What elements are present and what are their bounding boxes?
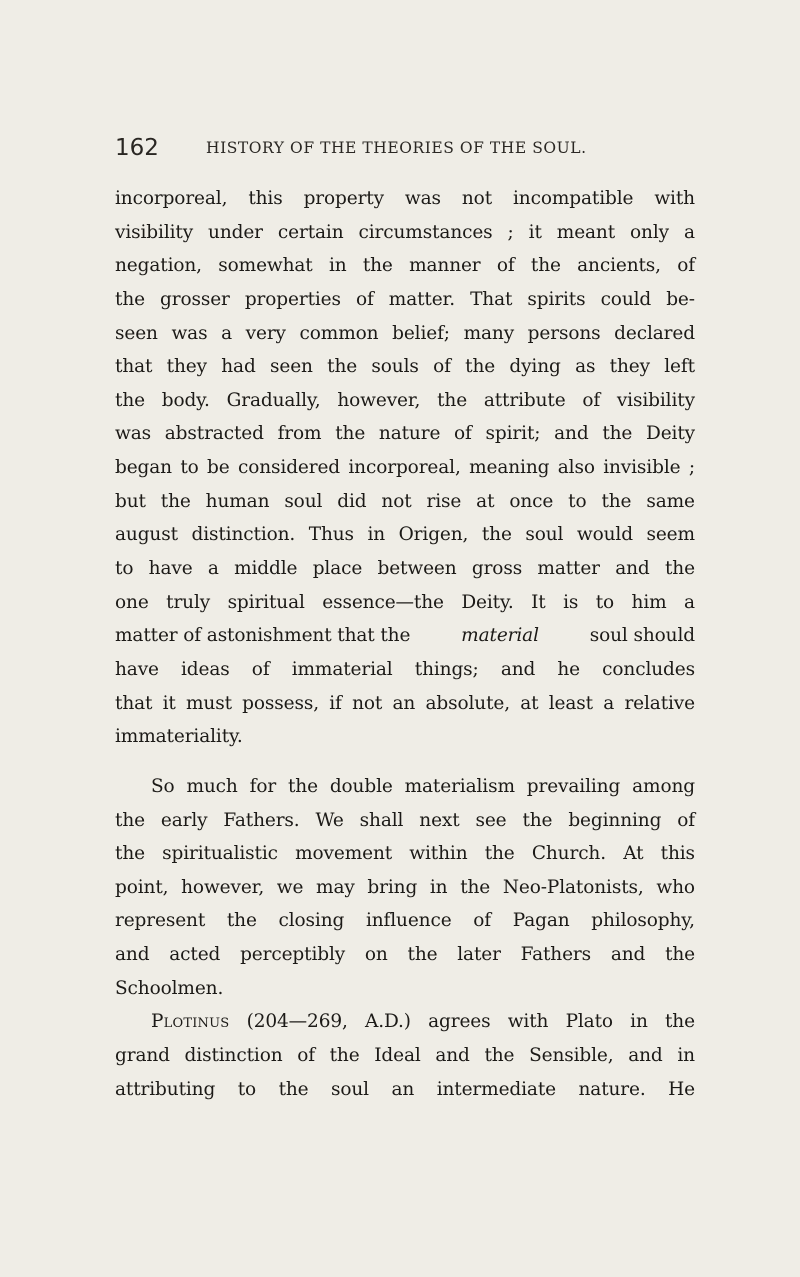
- word: ancients,: [577, 255, 661, 277]
- word: Thus: [308, 524, 354, 546]
- word: the: [437, 389, 468, 411]
- word: spirit;: [485, 423, 541, 445]
- word: acted: [169, 944, 221, 966]
- text-line: [115, 417, 695, 451]
- word: and: [610, 944, 646, 966]
- word: the: [327, 356, 358, 378]
- word: the: [460, 876, 491, 898]
- word: however,: [181, 876, 265, 898]
- word: At: [623, 843, 644, 865]
- word: of: [473, 910, 491, 932]
- word: visibility: [616, 389, 695, 411]
- word: Gradually,: [226, 389, 321, 411]
- word: the: [664, 1011, 695, 1033]
- word: circumstances: [358, 221, 493, 243]
- word: soul: [331, 1078, 369, 1100]
- word: a: [603, 692, 615, 714]
- page-number: 162: [115, 135, 159, 161]
- word: meant: [556, 221, 616, 243]
- word: and: [554, 423, 589, 445]
- word: incorporeal,: [115, 188, 228, 209]
- word: have: [115, 658, 159, 680]
- text-line: [115, 182, 695, 216]
- word: prevailing: [526, 775, 621, 797]
- word: He: [668, 1078, 695, 1100]
- word: nature.: [578, 1078, 646, 1100]
- word: Neo-Platonists,: [502, 876, 644, 898]
- word: from: [277, 423, 322, 445]
- word: him: [631, 591, 667, 613]
- text-line: [115, 216, 695, 250]
- word: immaterial: [291, 658, 393, 680]
- word: not: [461, 188, 493, 209]
- text-line: [115, 384, 695, 418]
- word: same: [646, 490, 695, 512]
- word: point,: [115, 876, 169, 898]
- word: body.: [161, 389, 210, 411]
- word: closing: [278, 910, 345, 932]
- word: immateriality.: [115, 726, 243, 748]
- italic-word: material: [461, 625, 539, 647]
- word: negation,: [115, 255, 202, 277]
- word: with: [507, 1011, 549, 1033]
- word: of: [496, 255, 515, 277]
- word: is: [563, 591, 579, 613]
- text-line: [115, 1005, 695, 1039]
- word: we: [276, 876, 304, 898]
- word: incompatible: [513, 188, 634, 209]
- word: the: [287, 775, 318, 797]
- word: only: [630, 221, 669, 243]
- word: an: [391, 1078, 415, 1100]
- word: relative: [624, 692, 695, 714]
- word: human: [205, 490, 270, 512]
- word: We: [315, 809, 344, 831]
- word: Origen,: [398, 524, 469, 546]
- body-text: [115, 182, 695, 1106]
- word: the: [664, 558, 695, 580]
- small-caps-name: Plotinus: [151, 1011, 230, 1033]
- word: and: [500, 658, 536, 680]
- word: of: [582, 389, 601, 411]
- word: possess,: [242, 692, 319, 714]
- word: the: [530, 255, 561, 277]
- word: a: [221, 322, 233, 344]
- word: manner: [409, 255, 481, 277]
- word: rise: [426, 490, 462, 512]
- word: influence: [365, 910, 452, 932]
- word: was: [171, 322, 208, 344]
- word: Pagan: [512, 910, 570, 932]
- word: of: [251, 658, 270, 680]
- word: but: [115, 490, 146, 512]
- word: agrees: [428, 1011, 491, 1033]
- word: certain: [277, 221, 344, 243]
- text-line: [115, 619, 695, 653]
- word: one: [115, 591, 149, 613]
- word: ;: [688, 457, 695, 479]
- word: the: [481, 524, 512, 546]
- word: for: [249, 775, 277, 797]
- word: at: [476, 490, 495, 512]
- word: Sensible,: [529, 1045, 614, 1067]
- text-line: [115, 1073, 695, 1107]
- paragraph: [115, 182, 695, 754]
- word: perceptibly: [240, 944, 346, 966]
- word: So: [151, 775, 175, 797]
- word: That: [470, 288, 513, 310]
- word: if: [329, 692, 342, 714]
- word: visibility: [115, 221, 194, 243]
- word: It: [531, 591, 546, 613]
- word: the: [226, 910, 257, 932]
- word: belief;: [392, 322, 450, 344]
- word: was: [115, 423, 151, 445]
- word: many: [463, 322, 515, 344]
- word: as: [575, 356, 596, 378]
- word: soul: [284, 490, 323, 512]
- word: persons: [527, 322, 601, 344]
- word: dying: [509, 356, 561, 378]
- word: souls: [371, 356, 419, 378]
- word: truly: [166, 591, 211, 613]
- word: had: [221, 356, 256, 378]
- word: and: [435, 1045, 470, 1067]
- word: considered: [237, 457, 341, 479]
- word: to: [115, 558, 134, 580]
- word: the: [329, 1045, 360, 1067]
- word: the: [335, 423, 366, 445]
- word: middle: [234, 558, 298, 580]
- word: intermediate: [436, 1078, 556, 1100]
- text-line: [115, 837, 695, 871]
- word: the: [407, 944, 438, 966]
- word: matter: [537, 558, 600, 580]
- text-line: [115, 904, 695, 938]
- word: did: [337, 490, 367, 512]
- word: may: [316, 876, 355, 898]
- word: of: [677, 809, 695, 831]
- word: later: [457, 944, 501, 966]
- word: he: [557, 658, 581, 680]
- word: of: [677, 255, 695, 277]
- paragraph: [115, 770, 695, 1005]
- word: spirits: [527, 288, 586, 310]
- word: could: [600, 288, 652, 310]
- word: Deity: [646, 423, 695, 445]
- word: with: [654, 188, 695, 209]
- word: that: [115, 692, 153, 714]
- word: nature: [378, 423, 441, 445]
- text-line: [115, 871, 695, 905]
- word: the: [465, 356, 496, 378]
- word: spiritual: [227, 591, 305, 613]
- word: the: [522, 809, 553, 831]
- word: meaning: [469, 457, 550, 479]
- word: the: [665, 944, 695, 966]
- word: the: [484, 843, 515, 865]
- word: the: [115, 809, 145, 831]
- word: to: [180, 457, 199, 479]
- word: declared: [614, 322, 695, 344]
- word: seen: [115, 322, 158, 344]
- word: gross: [471, 558, 523, 580]
- word: ideas: [181, 658, 230, 680]
- word: shall: [359, 809, 404, 831]
- word: essence—the: [322, 591, 444, 613]
- word: left: [664, 356, 695, 378]
- text-line: [115, 552, 695, 586]
- text-line: [115, 1039, 695, 1073]
- paragraph: [115, 1005, 695, 1106]
- word: this: [660, 843, 695, 865]
- word: and: [615, 558, 650, 580]
- word: soul: [525, 524, 564, 546]
- word: the: [115, 843, 145, 865]
- word: in: [630, 1011, 648, 1033]
- word: Ideal: [374, 1045, 421, 1067]
- word: seen: [270, 356, 313, 378]
- word: who: [656, 876, 695, 898]
- word: also: [557, 457, 595, 479]
- word: ;: [507, 221, 514, 243]
- text-line: [115, 804, 695, 838]
- word: in: [677, 1045, 695, 1067]
- text-line: [115, 283, 695, 317]
- word: least: [548, 692, 593, 714]
- word: things;: [414, 658, 479, 680]
- word: this: [248, 188, 283, 209]
- word: to: [568, 490, 587, 512]
- word: began: [115, 457, 172, 479]
- word: however,: [337, 389, 421, 411]
- word: and: [628, 1045, 663, 1067]
- word: beginning: [568, 809, 662, 831]
- word: the: [602, 423, 633, 445]
- word: next: [419, 809, 460, 831]
- word: be: [207, 457, 230, 479]
- text-line: [115, 720, 695, 754]
- word: a: [207, 558, 219, 580]
- word: in: [429, 876, 448, 898]
- word: Plato: [565, 1011, 613, 1033]
- word: see: [475, 809, 507, 831]
- word: the: [362, 255, 393, 277]
- word: of: [454, 423, 472, 445]
- word: the: [115, 389, 145, 411]
- word: Fathers: [520, 944, 592, 966]
- text-line: [115, 249, 695, 283]
- word: under: [208, 221, 263, 243]
- word: that: [115, 356, 153, 378]
- text-line: [115, 518, 695, 552]
- word: among: [632, 775, 695, 797]
- word: of: [433, 356, 451, 378]
- text-line: [115, 972, 695, 1006]
- word: abstracted: [164, 423, 264, 445]
- word: place: [312, 558, 363, 580]
- word: within: [409, 843, 468, 865]
- word: it: [528, 221, 542, 243]
- running-head: [115, 133, 695, 163]
- word: not: [381, 490, 412, 512]
- word: double: [329, 775, 393, 797]
- word: an: [392, 692, 416, 714]
- text-line: [115, 586, 695, 620]
- text-line: [115, 451, 695, 485]
- word: incorporeal,: [348, 457, 461, 479]
- text-line: [115, 770, 695, 804]
- word: august: [115, 524, 178, 546]
- word: Church.: [531, 843, 606, 865]
- word: grosser: [160, 288, 230, 310]
- word: distinction: [184, 1045, 283, 1067]
- word: it: [162, 692, 176, 714]
- word: have: [148, 558, 193, 580]
- word: they: [166, 356, 207, 378]
- word: to: [237, 1078, 257, 1100]
- text-line: [115, 687, 695, 721]
- word: to: [595, 591, 615, 613]
- word: (204—269,: [246, 1011, 348, 1033]
- word: the: [601, 490, 632, 512]
- word: was: [404, 188, 441, 209]
- word: concludes: [602, 658, 695, 680]
- word: attribute: [483, 389, 566, 411]
- word: materialism: [404, 775, 515, 797]
- word: represent: [115, 910, 206, 932]
- word: somewhat: [218, 255, 313, 277]
- word: not: [352, 692, 383, 714]
- text-line: [115, 350, 695, 384]
- word: the: [278, 1078, 309, 1100]
- word: the: [160, 490, 191, 512]
- line-text: matter of astonishment that the: [115, 625, 411, 647]
- word: bring: [367, 876, 418, 898]
- word: be-: [666, 288, 695, 310]
- word: Deity.: [461, 591, 514, 613]
- word: the: [484, 1045, 515, 1067]
- word: of: [297, 1045, 315, 1067]
- word: between: [377, 558, 457, 580]
- text-line: [115, 485, 695, 519]
- word: Schoolmen.: [115, 977, 224, 999]
- word: invisible: [603, 457, 681, 479]
- word: very: [245, 322, 286, 344]
- word: in: [367, 524, 386, 546]
- text-line: [115, 938, 695, 972]
- word: once: [509, 490, 554, 512]
- word: a: [684, 591, 695, 613]
- word: at: [520, 692, 539, 714]
- word: early: [160, 809, 208, 831]
- word: movement: [295, 843, 393, 865]
- word: would: [576, 524, 633, 546]
- word: they: [609, 356, 650, 378]
- word: property: [303, 188, 384, 209]
- word: attributing: [115, 1078, 216, 1100]
- text-line: [115, 653, 695, 687]
- word: common: [299, 322, 379, 344]
- word: matter.: [388, 288, 456, 310]
- text-line: [115, 317, 695, 351]
- word: must: [186, 692, 232, 714]
- word: much: [186, 775, 238, 797]
- word: the: [115, 288, 145, 310]
- word: of: [355, 288, 374, 310]
- word: seem: [646, 524, 695, 546]
- word: A.D.): [364, 1011, 411, 1033]
- word: on: [364, 944, 388, 966]
- word: absolute,: [425, 692, 510, 714]
- word: Fathers.: [223, 809, 300, 831]
- word: spiritualistic: [162, 843, 278, 865]
- word: and: [115, 944, 150, 966]
- word: grand: [115, 1045, 170, 1067]
- word: in: [328, 255, 347, 277]
- line-text: soul should: [589, 625, 695, 647]
- word: philosophy,: [591, 910, 695, 932]
- word: properties: [244, 288, 341, 310]
- word: distinction.: [191, 524, 296, 546]
- word: a: [683, 221, 695, 243]
- running-title: HISTORY OF THE THEORIES OF THE SOUL.: [206, 139, 587, 157]
